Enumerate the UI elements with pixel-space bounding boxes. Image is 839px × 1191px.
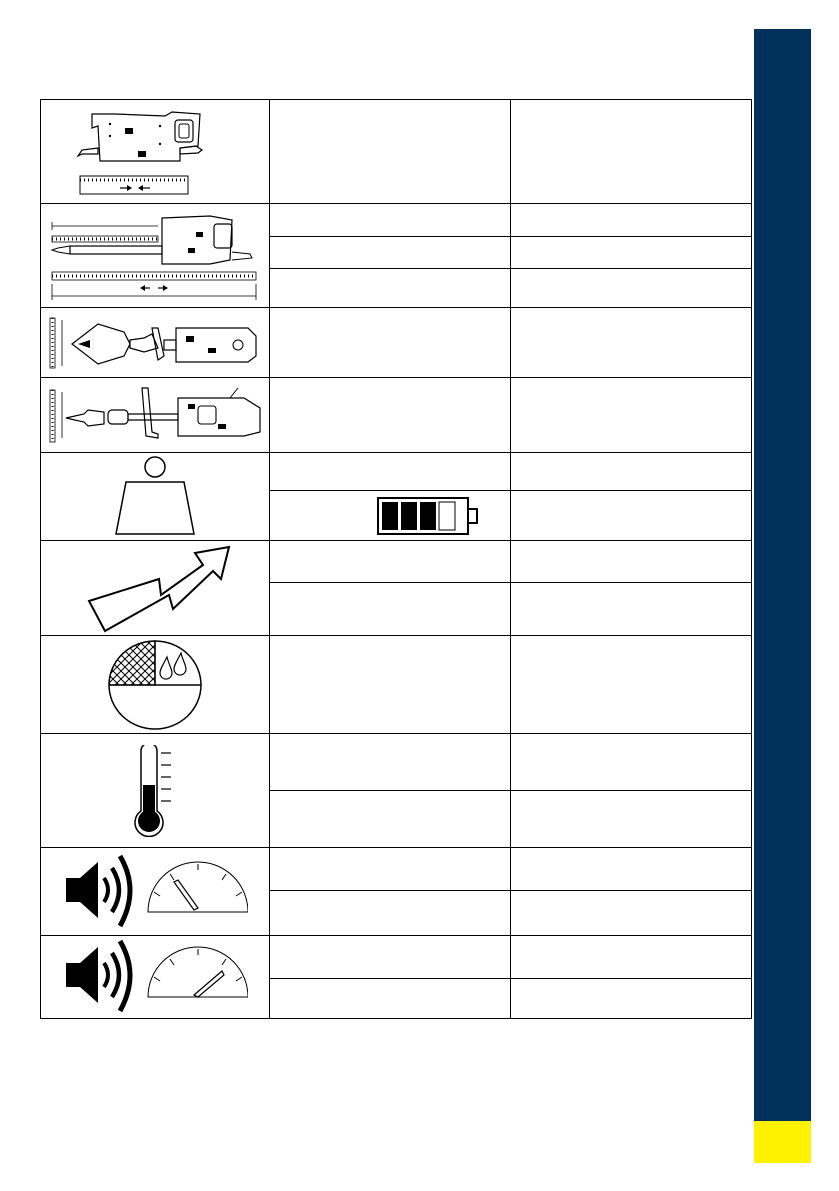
spec-row-sound-pressure (41, 848, 752, 891)
cutter-opening-icon (48, 314, 262, 372)
spec-value-cell (511, 308, 752, 378)
spec-row-weight (41, 453, 752, 491)
spec-label-cell (270, 848, 511, 891)
spec-icon-cell (41, 100, 270, 204)
spec-value-cell (511, 936, 752, 979)
spec-value-cell (511, 891, 752, 936)
spec-label-cell (270, 204, 511, 237)
spec-label-cell (270, 583, 511, 636)
spec-value-cell (511, 541, 752, 583)
sound-power-icon (62, 937, 248, 1017)
sound-pressure-icon (62, 852, 248, 932)
spec-icon-cell (41, 453, 270, 541)
spec-label-cell (270, 791, 511, 848)
spec-label-cell (270, 491, 511, 541)
spec-label-cell (270, 100, 511, 204)
spec-value-cell (511, 269, 752, 308)
open-length-icon (50, 208, 260, 304)
spec-row-ip-protection (41, 636, 752, 734)
spec-label-cell (270, 269, 511, 308)
spec-icon-cell (41, 936, 270, 1019)
closed-length-icon (70, 106, 240, 198)
spec-label-cell (270, 734, 511, 791)
spec-label-cell (270, 453, 511, 491)
spec-row-closed-length (41, 100, 752, 204)
spec-value-cell (511, 636, 752, 734)
ip-protection-icon (105, 639, 205, 731)
spec-value-cell (511, 378, 752, 453)
spec-icon-cell (41, 308, 270, 378)
sidebar-band (754, 29, 811, 1121)
spec-row-temperature (41, 734, 752, 791)
spec-row-cutter-opening (41, 308, 752, 378)
spec-label-cell (270, 378, 511, 453)
spec-value-cell (511, 583, 752, 636)
spec-value-cell (511, 204, 752, 237)
spec-icon-cell (41, 636, 270, 734)
spec-label-cell (270, 237, 511, 269)
spec-label-cell (270, 308, 511, 378)
spec-row-force (41, 541, 752, 583)
spec-table (40, 99, 752, 1019)
spec-row-blade-opening (41, 378, 752, 453)
spec-label-cell (270, 979, 511, 1019)
spec-label-cell (270, 636, 511, 734)
spec-row-open-length (41, 204, 752, 237)
spec-row-sound-power (41, 936, 752, 979)
thermometer-icon (125, 745, 185, 837)
spec-value-cell (511, 491, 752, 541)
spec-icon-cell (41, 734, 270, 848)
spec-value-cell (511, 100, 752, 204)
spec-value-cell (511, 848, 752, 891)
force-arrow-icon (75, 543, 235, 633)
spec-label-cell (270, 891, 511, 936)
spec-value-cell (511, 237, 752, 269)
spec-icon-cell (41, 848, 270, 936)
spec-value-cell (511, 979, 752, 1019)
spec-value-cell (511, 791, 752, 848)
spec-label-cell (270, 936, 511, 979)
spec-icon-cell (41, 378, 270, 453)
weight-icon (110, 456, 200, 538)
spec-icon-cell (41, 204, 270, 308)
spec-value-cell (511, 734, 752, 791)
section-tab (754, 1121, 811, 1163)
spec-icon-cell (41, 541, 270, 636)
spec-label-cell (270, 541, 511, 583)
spec-value-cell (511, 453, 752, 491)
battery-icon (376, 495, 480, 537)
blade-opening-icon (48, 384, 262, 446)
